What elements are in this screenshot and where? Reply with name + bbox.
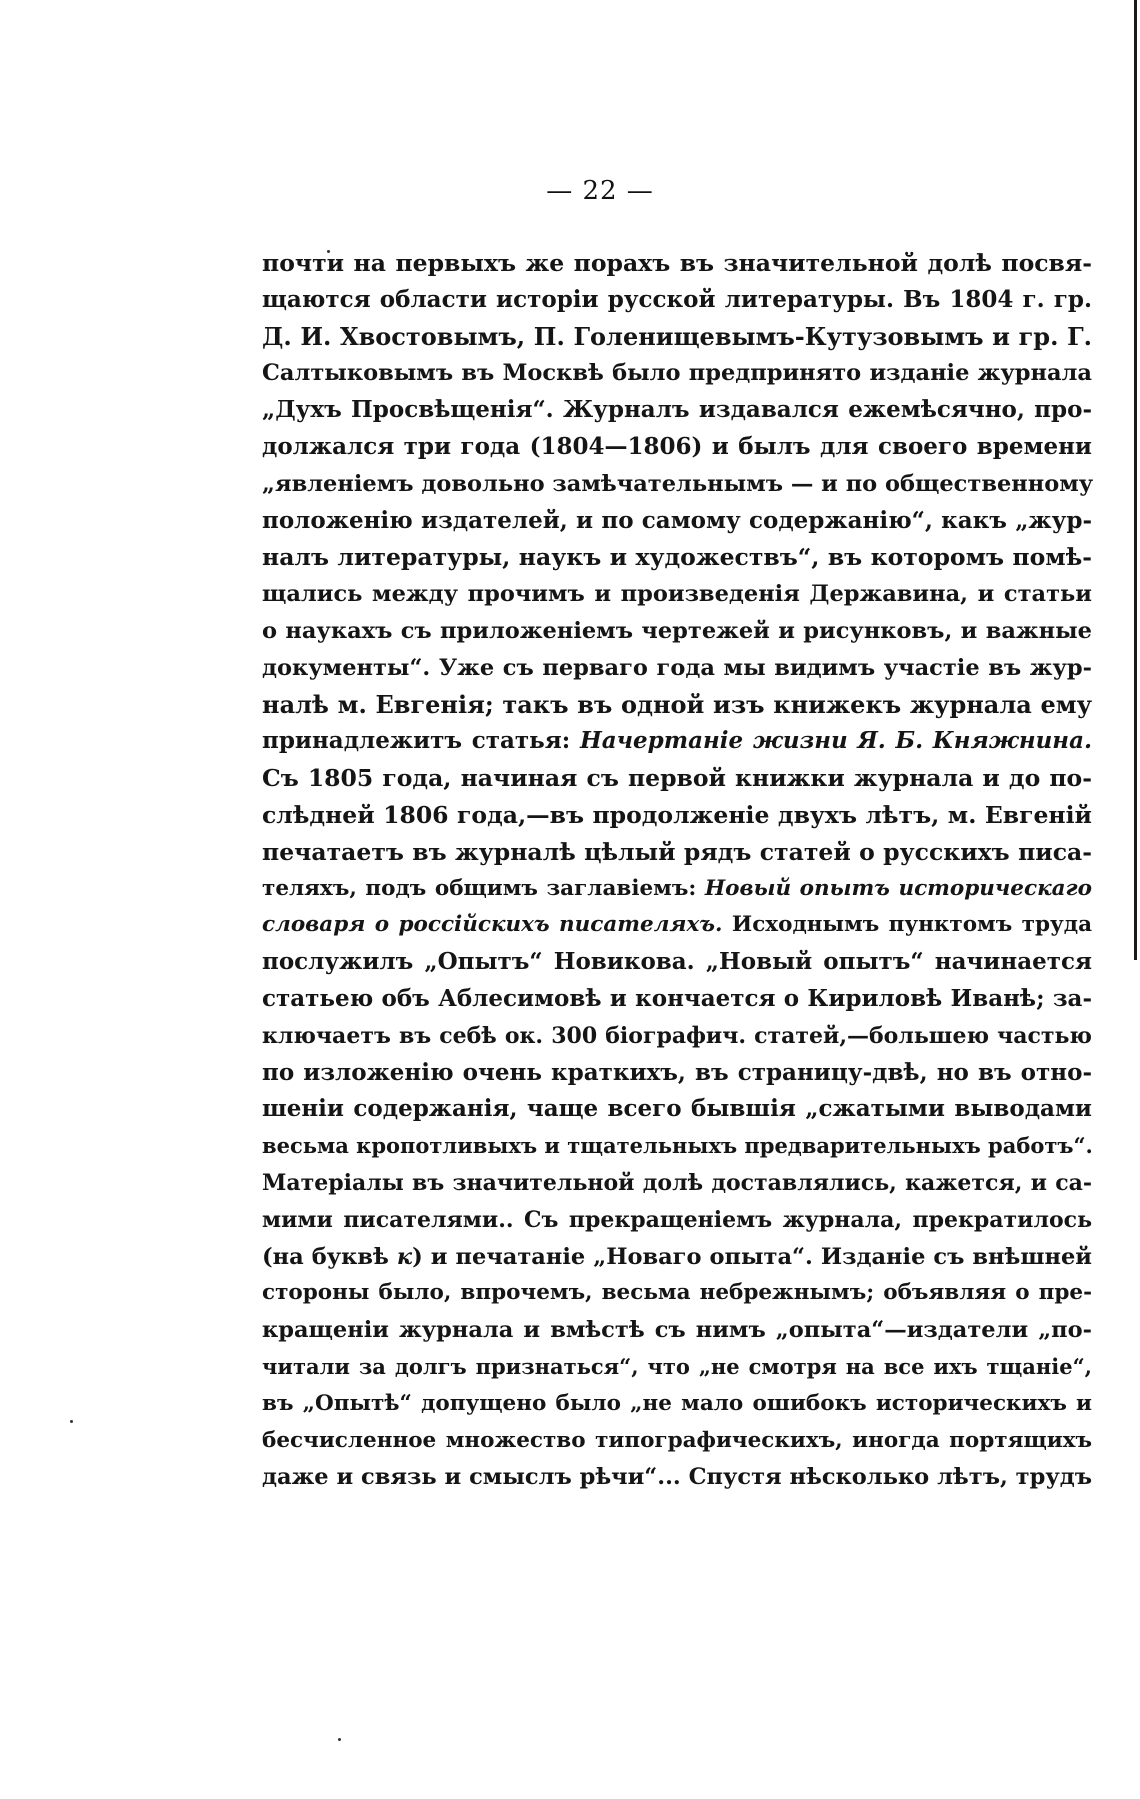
text-line: въ „Опытѣ“ допущено было „не мало ошибокъ историческихъ и: [262, 1390, 1092, 1416]
text-line: мими писателями.. Съ прекращеніемъ журнала, прекратилось: [262, 1206, 1092, 1233]
text-line-with-title: [262, 907, 1092, 944]
text-line: Д. И. Хвостовымъ, П. Голенищевымъ-Кутузовымъ и гр. Г.: [262, 321, 1092, 351]
italic-title: Новый опытъ историческаго: [704, 875, 1092, 901]
text-line: ключаетъ въ себѣ ок. 300 біографич. статей,—большею частью: [262, 1022, 1092, 1049]
scan-speck: [338, 1738, 341, 1741]
text-line: читали за долгъ признаться“, что „не смотря на все ихъ тщаніе“,: [262, 1353, 1092, 1379]
text-line: почти на первыхъ же порахъ въ значительной долѣ посвя-: [262, 249, 1092, 277]
text-fragment: принадлежитъ статья:: [262, 727, 580, 755]
text-line: документы“. Уже съ перваго года мы видимъ участіе въ жур-: [262, 654, 1092, 681]
text-line: слѣдней 1806 года,—въ продолженіе двухъ лѣтъ, м. Евгеній: [262, 800, 1092, 829]
text-line-with-title: [262, 871, 1092, 908]
text-line: даже и связь и смыслъ рѣчи“... Спустя нѣсколько лѣтъ, трудъ: [262, 1464, 1092, 1491]
text-line: должался три года (1804—1806) и былъ для своего времени: [262, 432, 1092, 460]
text-line: послужилъ „Опытъ“ Новикова. „Новый опытъ“ начинается: [262, 948, 1092, 976]
text-line: „Духъ Просвѣщенія“. Журналъ издавался ежемѣсячно, про-: [262, 396, 1092, 424]
text-fragment: теляхъ, подъ общимъ заглавіемъ:: [262, 875, 705, 901]
text-line: Матеріалы въ значительной долѣ доставлялись, кажется, и са-: [262, 1169, 1092, 1196]
body-text: [262, 245, 1092, 1496]
page-number: — 22 —: [546, 176, 654, 206]
italic-title: Начертаніе жизни Я. Б. Княжнина.: [579, 727, 1092, 755]
text-fragment: (на буквѣ: [262, 1243, 397, 1270]
text-fragment: Исходнымъ пунктомъ труда: [722, 912, 1093, 938]
text-line: щаются области исторіи русской литературы. Въ 1804 г. гр.: [262, 285, 1092, 313]
scan-edge-line: [1134, 0, 1137, 960]
text-line: „явленіемъ довольно замѣчательнымъ — и по общественному: [262, 470, 1094, 497]
text-line-with-title: [262, 723, 1092, 760]
scan-speck: [70, 1420, 73, 1423]
text-line: печатаетъ въ журналѣ цѣлый рядъ статей о русскихъ писа-: [262, 837, 1092, 866]
text-line: бесчисленное множество типографическихъ, иногда портящихъ: [262, 1427, 1092, 1453]
text-line: по изложенію очень краткихъ, въ страницу-двѣ, но въ отно-: [262, 1058, 1092, 1086]
text-line: статьею объ Аблесимовѣ и кончается о Кириловѣ Иванѣ; за-: [262, 984, 1092, 1012]
text-line: налѣ м. Евгенія; такъ въ одной изъ книжекъ журнала ему: [262, 689, 1092, 719]
text-line: шеніи содержанія, чаще всего бывшія „сжатыми выводами: [262, 1095, 1092, 1123]
text-line: Салтыковымъ въ Москвѣ было предпринято изданіе журнала: [262, 360, 1092, 387]
italic-letter: к: [396, 1243, 413, 1270]
text-line-with-italic: [262, 1239, 1092, 1276]
text-line: о наукахъ съ приложеніемъ чертежей и рисунковъ, и важные: [262, 617, 1092, 644]
text-line: налъ литературы, наукъ и художествъ“, въ которомъ помѣ-: [262, 543, 1092, 572]
text-line: кращеніи журнала и вмѣстѣ съ нимъ „опыта“—издатели „по-: [262, 1317, 1092, 1344]
italic-title: словаря о россійскихъ писателяхъ.: [262, 912, 723, 938]
text-line: положенію издателей, и по самому содержанію“, какъ „жур-: [262, 506, 1092, 534]
text-line: щались между прочимъ и произведенія Державина, и статьи: [262, 581, 1092, 608]
text-line: весьма кропотливыхъ и тщательныхъ предварительныхъ работъ“.: [262, 1133, 1093, 1159]
text-fragment: ) и печатаніе „Новаго опыта“. Изданіе съ внѣшней: [412, 1243, 1092, 1270]
text-line: Съ 1805 года, начиная съ первой книжки журнала и до по-: [262, 764, 1092, 793]
text-line: стороны было, впрочемъ, весьма небрежнымъ; объявляя о пре-: [262, 1280, 1092, 1306]
